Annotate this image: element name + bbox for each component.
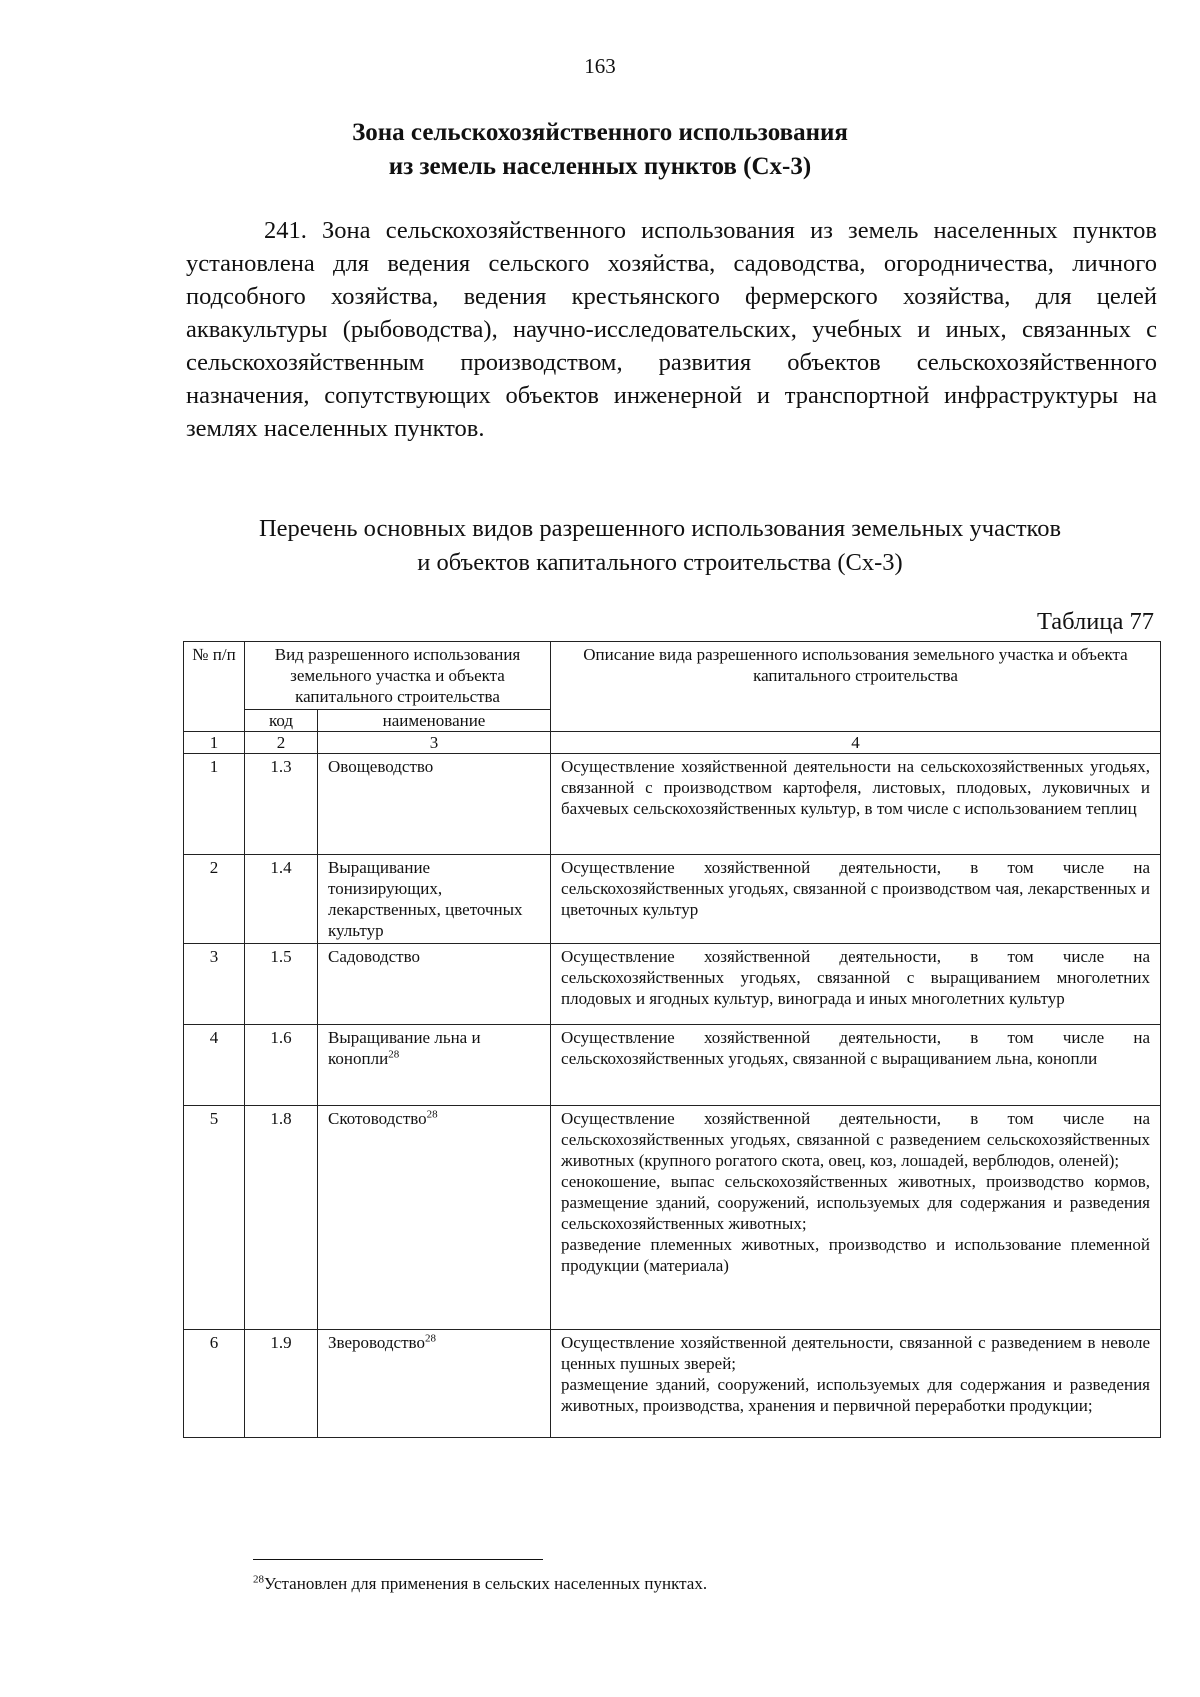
row-number: 4 [184, 1025, 245, 1106]
column-number: 1 [184, 732, 245, 754]
section-title-line-2: из земель населенных пунктов (Сх-3) [388, 153, 812, 180]
zone-description-paragraph: 241. Зона сельскохозяйственного использования из земель населенных пунктов установлена для ведения сельского хозяйства, садоводства, огородничества, личного подсобного хозяйства, ведения крестьянского фермерского хозяйства, для целей аквакультуры (рыбоводства), научно-исследовательских, учебных и иных, связанных с сельскохозяйственным производством, развития объектов сельскохозяйственного назначения, сопутствующих объектов инженерной и транспортной инфраструктуры на землях населенных пунктов. [186, 217, 1157, 442]
row-description-paragraph: Осуществление хозяйственной деятельности, в том числе на сельскохозяйственных угодьях, связанной с производством чая, лекарственных и цветочных культур [561, 858, 1150, 919]
row-number: 2 [184, 855, 245, 944]
row-name: Выращивание льна и конопли [328, 1028, 481, 1068]
column-number: 4 [551, 732, 1161, 754]
row-description-cell [551, 944, 1161, 1025]
list-title-line-1: Перечень основных видов разрешенного использования земельных участков [258, 515, 1062, 542]
row-description-cell [551, 1106, 1161, 1330]
row-description-paragraph: Осуществление хозяйственной деятельности, в том числе на сельскохозяйственных угодьях, связанной с выращиванием льна, конопли [561, 1028, 1150, 1068]
table-row [184, 1106, 1161, 1330]
row-description-cell [551, 754, 1161, 855]
page-number: 163 [584, 54, 616, 78]
header-type: Вид разрешенного использования земельного участка и объекта капитального строительства [245, 642, 551, 710]
header-name: наименование [318, 710, 551, 732]
row-description-paragraph: Осуществление хозяйственной деятельности, связанной с разведением в неволе ценных пушных зверей; [561, 1333, 1150, 1373]
row-code: 1.4 [245, 855, 318, 944]
row-description-cell [551, 855, 1161, 944]
row-code: 1.8 [245, 1106, 318, 1330]
column-number: 2 [245, 732, 318, 754]
row-code: 1.5 [245, 944, 318, 1025]
column-number-row [184, 732, 1161, 754]
section-title-line-1: Зона сельскохозяйственного использования [352, 119, 848, 146]
row-number: 1 [184, 754, 245, 855]
row-name-cell [318, 1106, 551, 1330]
row-description-paragraph: сенокошение, выпас сельскохозяйственных животных, производство кормов, размещение зданий, сооружений, используемых для содержания и разведения сельскохозяйственных животных; [561, 1172, 1150, 1233]
row-code: 1.3 [245, 754, 318, 855]
row-code: 1.9 [245, 1330, 318, 1438]
table-label: Таблица 77 [1036, 608, 1154, 635]
footnote-text: Установлен для применения в сельских населенных пунктах. [264, 1574, 708, 1593]
footnote-divider [253, 1559, 543, 1560]
row-description-paragraph: Осуществление хозяйственной деятельности на сельскохозяйственных угодьях, связанной с производством картофеля, листовых, плодовых, луковичных и бахчевых сельскохозяйственных культур, в том числе с использованием теплиц [561, 757, 1150, 818]
row-description-paragraph: размещение зданий, сооружений, используемых для содержания и разведения животных, производства, хранения и первичной переработки продукции; [561, 1375, 1150, 1415]
row-name: Выращивание тонизирующих, лекарственных, цветочных культур [328, 858, 523, 940]
section-title [0, 116, 1200, 184]
list-title [160, 512, 1160, 580]
table-row [184, 1025, 1161, 1106]
header-code: код [245, 710, 318, 732]
land-use-table [183, 641, 1161, 1438]
row-number: 6 [184, 1330, 245, 1438]
row-name-cell [318, 855, 551, 944]
row-number: 5 [184, 1106, 245, 1330]
row-description-cell [551, 1025, 1161, 1106]
row-name-cell [318, 754, 551, 855]
row-description-paragraph: разведение племенных животных, производство и использование племенной продукции (материала) [561, 1235, 1150, 1275]
row-name: Скотоводство [328, 1109, 427, 1128]
row-name: Овощеводство [328, 757, 434, 776]
row-description-cell [551, 1330, 1161, 1438]
table-row [184, 1330, 1161, 1438]
table-row [184, 754, 1161, 855]
row-description-paragraph: Осуществление хозяйственной деятельности, в том числе на сельскохозяйственных угодьях, связанной с выращиванием многолетних плодовых и ягодных культур, винограда и иных многолетних культур [561, 947, 1150, 1008]
footnote-ref: 28 [424, 1332, 436, 1345]
table-row [184, 855, 1161, 944]
row-description-paragraph: Осуществление хозяйственной деятельности, в том числе на сельскохозяйственных угодьях, связанной с разведением сельскохозяйственных животных (крупного рогатого скота, овец, коз, лошадей, верблюдов, оленей); [561, 1109, 1150, 1170]
header-description: Описание вида разрешенного использования земельного участка и объекта капитального строительства [551, 642, 1161, 732]
row-name-cell [318, 944, 551, 1025]
table-row [184, 944, 1161, 1025]
footnote-ref: 28 [388, 1048, 400, 1061]
row-number: 3 [184, 944, 245, 1025]
row-name-cell [318, 1025, 551, 1106]
list-title-line-2: и объектов капитального строительства (Сх-3) [417, 549, 903, 576]
footnote-ref: 28 [426, 1108, 438, 1121]
header-num: № п/п [184, 642, 245, 732]
row-name-cell [318, 1330, 551, 1438]
row-name: Звероводство [328, 1333, 425, 1352]
footnote-marker: 28 [253, 1573, 264, 1586]
footnote [253, 1574, 707, 1594]
row-name: Садоводство [328, 947, 420, 966]
table-header-row [184, 642, 1161, 710]
row-code: 1.6 [245, 1025, 318, 1106]
column-number: 3 [318, 732, 551, 754]
